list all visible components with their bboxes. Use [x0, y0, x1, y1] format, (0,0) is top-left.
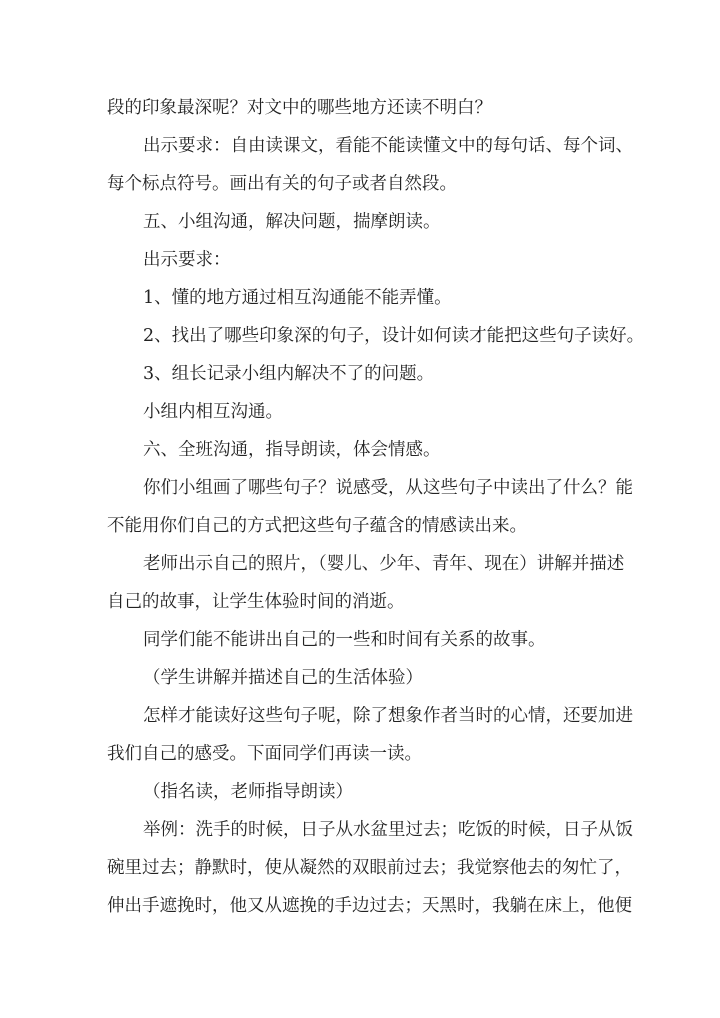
document-body [107, 89, 645, 925]
text-line: 小组内相互沟通。 [143, 402, 283, 422]
list-item: 1、懂的地方通过相互沟通能不能弄懂。 [143, 288, 452, 308]
text-line: （指名读，老师指导朗读） [143, 782, 353, 802]
text-line: 怎样才能读好这些句子呢，除了想象作者当时的心情，还要加进 [143, 706, 633, 726]
text-line: 我们自己的感受。下面同学们再读一读。 [107, 744, 422, 764]
text-line: 出示要求：自由读课文，看能不能读懂文中的每句话、每个词、 [143, 136, 633, 156]
text-line: 自己的故事，让学生体验时间的消逝。 [107, 592, 405, 612]
section-heading: 六、全班沟通，指导朗读，体会情感。 [143, 440, 441, 460]
list-item: 3、组长记录小组内解决不了的问题。 [143, 364, 435, 384]
section-heading: 五、小组沟通，解决问题，揣摩朗读。 [143, 212, 441, 232]
text-line: 不能用你们自己的方式把这些句子蕴含的情感读出来。 [107, 516, 527, 536]
text-line: 老师出示自己的照片，（婴儿、少年、青年、现在）讲解并描述 [143, 554, 625, 574]
text-line: 伸出手遮挽时，他又从遮挽的手边过去；天黑时，我躺在床上，他便 [107, 896, 632, 916]
text-line: 出示要求： [143, 250, 231, 270]
text-line: 段的印象最深呢？对文中的哪些地方还读不明白？ [107, 98, 492, 118]
text-line: （学生讲解并描述自己的生活体验） [143, 668, 423, 688]
text-line: 碗里过去；静默时，使从凝然的双眼前过去；我觉察他去的匆忙了， [107, 858, 632, 878]
text-line: 举例：洗手的时候，日子从水盆里过去；吃饭的时候，日子从饭 [143, 820, 633, 840]
text-line: 你们小组画了哪些句子？说感受，从这些句子中读出了什么？能 [143, 478, 633, 498]
list-item: 2、找出了哪些印象深的句子，设计如何读才能把这些句子读好。 [143, 326, 645, 346]
text-line: 同学们能不能讲出自己的一些和时间有关系的故事。 [143, 630, 546, 650]
text-line: 每个标点符号。画出有关的句子或者自然段。 [107, 174, 457, 194]
